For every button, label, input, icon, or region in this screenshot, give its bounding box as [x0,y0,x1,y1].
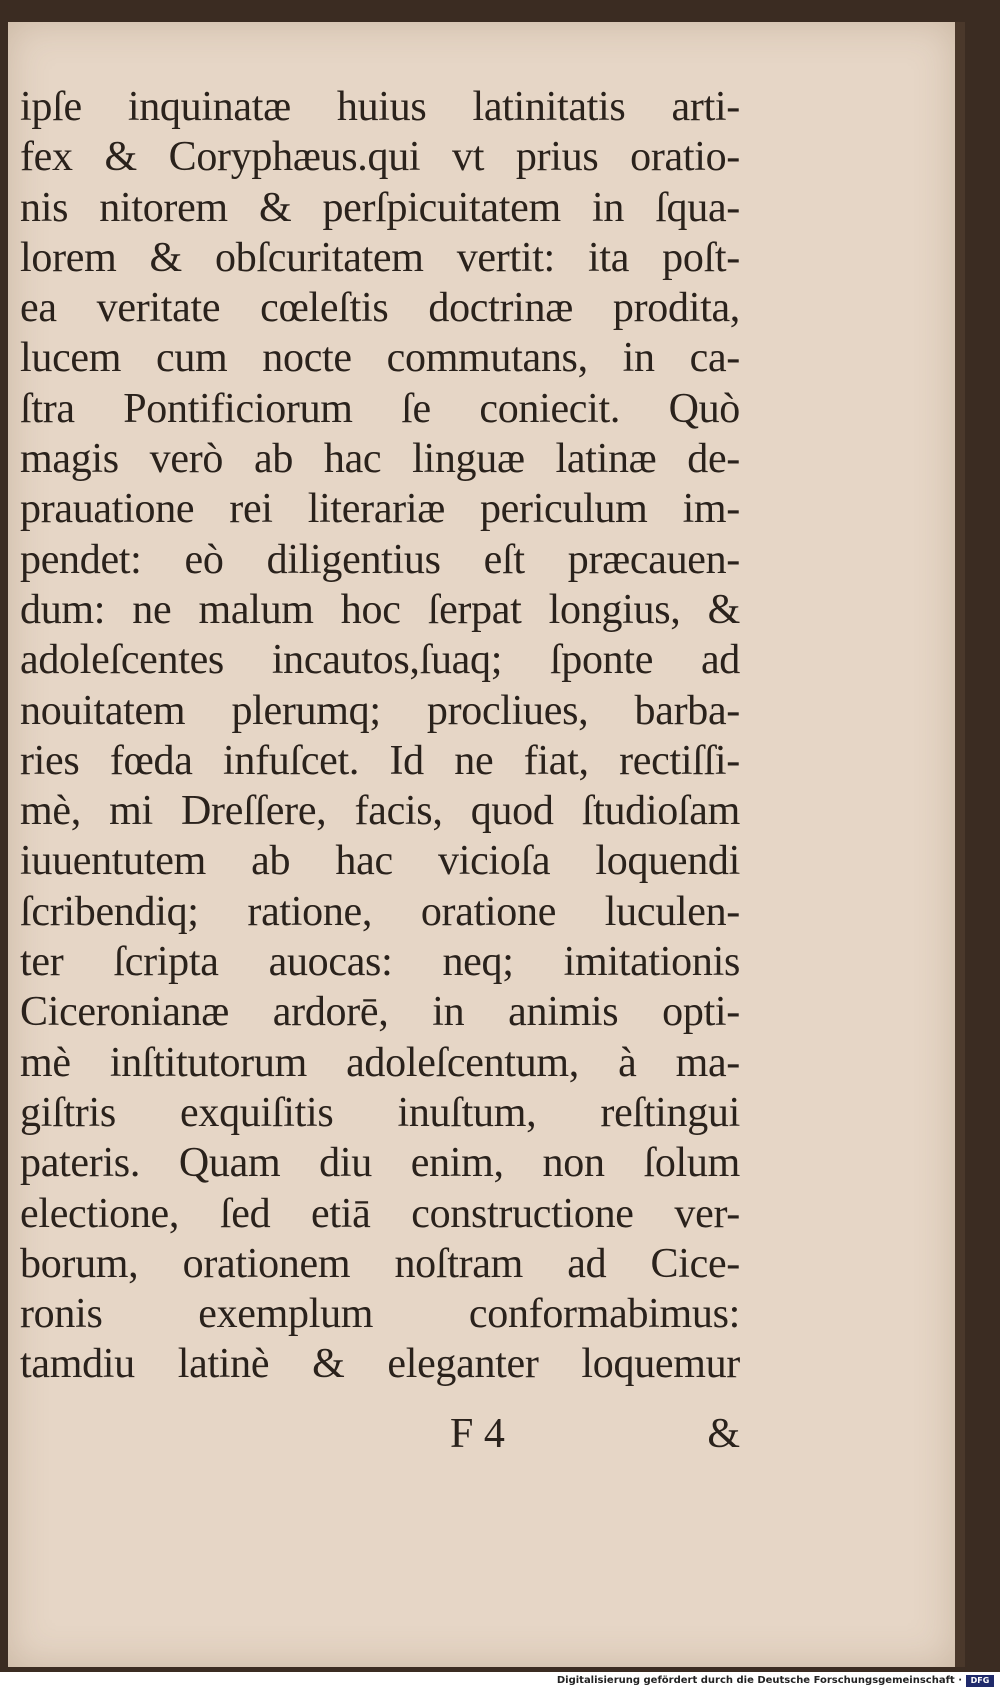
text-line: ſtra Pontificiorum ſe coniecit. Quò [20,385,740,432]
text-line: iuuentutem ab hac vicioſa loquendi [20,838,740,885]
text-line: nis nitorem & perſpicuitatem in ſqua- [20,184,740,231]
text-block [20,82,740,1390]
text-line: prauatione rei literariæ periculum im- [20,486,740,533]
text-line: borum, orationem noſtram ad Cice- [20,1240,740,1287]
text-line: pateris. Quam diu enim, non ſolum [20,1140,740,1187]
page-footer-row [20,1410,740,1466]
text-line: ea veritate cœleſtis doctrinæ prodita, [20,285,740,332]
digitization-footer [0,1672,1000,1693]
text-line: dum: ne malum hoc ſerpat longius, & [20,586,740,633]
text-line: lorem & obſcuritatem vertit: ita poſt- [20,234,740,281]
text-line: ipſe inquinatæ huius latinitatis arti- [20,84,740,130]
text-line: magis verò ab hac linguæ latinæ de- [20,436,740,483]
text-line: mè, mi Dreſſere, facis, quod ſtudioſam [20,788,740,835]
page-edge [955,22,965,1667]
text-line: Ciceronianæ ardorē, in animis opti- [20,989,740,1036]
text-line: tamdiu latinè & eleganter loquemur [20,1341,740,1388]
text-line: electione, ſed etiā constructione ver- [20,1190,740,1237]
text-line: adoleſcentes incautos,ſuaq; ſponte ad [20,637,740,684]
text-line: ter ſcripta auocas: neq; imitationis [20,939,740,986]
book-page [8,22,955,1667]
text-line: fex & Coryphæus.qui vt prius oratio- [20,134,740,181]
footer-credit: Digitalisierung gefördert durch die Deutsche Forschungsgemeinschaft · [556,1675,962,1686]
text-line: nouitatem plerumq; procliues, barba- [20,687,740,734]
catchword: & [707,1411,740,1457]
dfg-logo: DFG [966,1675,994,1687]
text-line: ries fœda infuſcet. Id ne fiat, rectiſſi- [20,737,740,784]
text-line: lucem cum nocte commutans, in ca- [20,335,740,382]
signature-mark: F 4 [450,1411,505,1457]
text-line: pendet: eò diligentius eſt præcauen- [20,536,740,583]
text-line: mè inſtitutorum adoleſcentum, à ma- [20,1039,740,1086]
text-line: ronis exemplum conformabimus: [20,1291,740,1338]
text-line: ſcribendiq; ratione, oratione luculen- [20,888,740,935]
text-line: giſtris exquiſitis inuſtum, reſtingui [20,1089,740,1136]
